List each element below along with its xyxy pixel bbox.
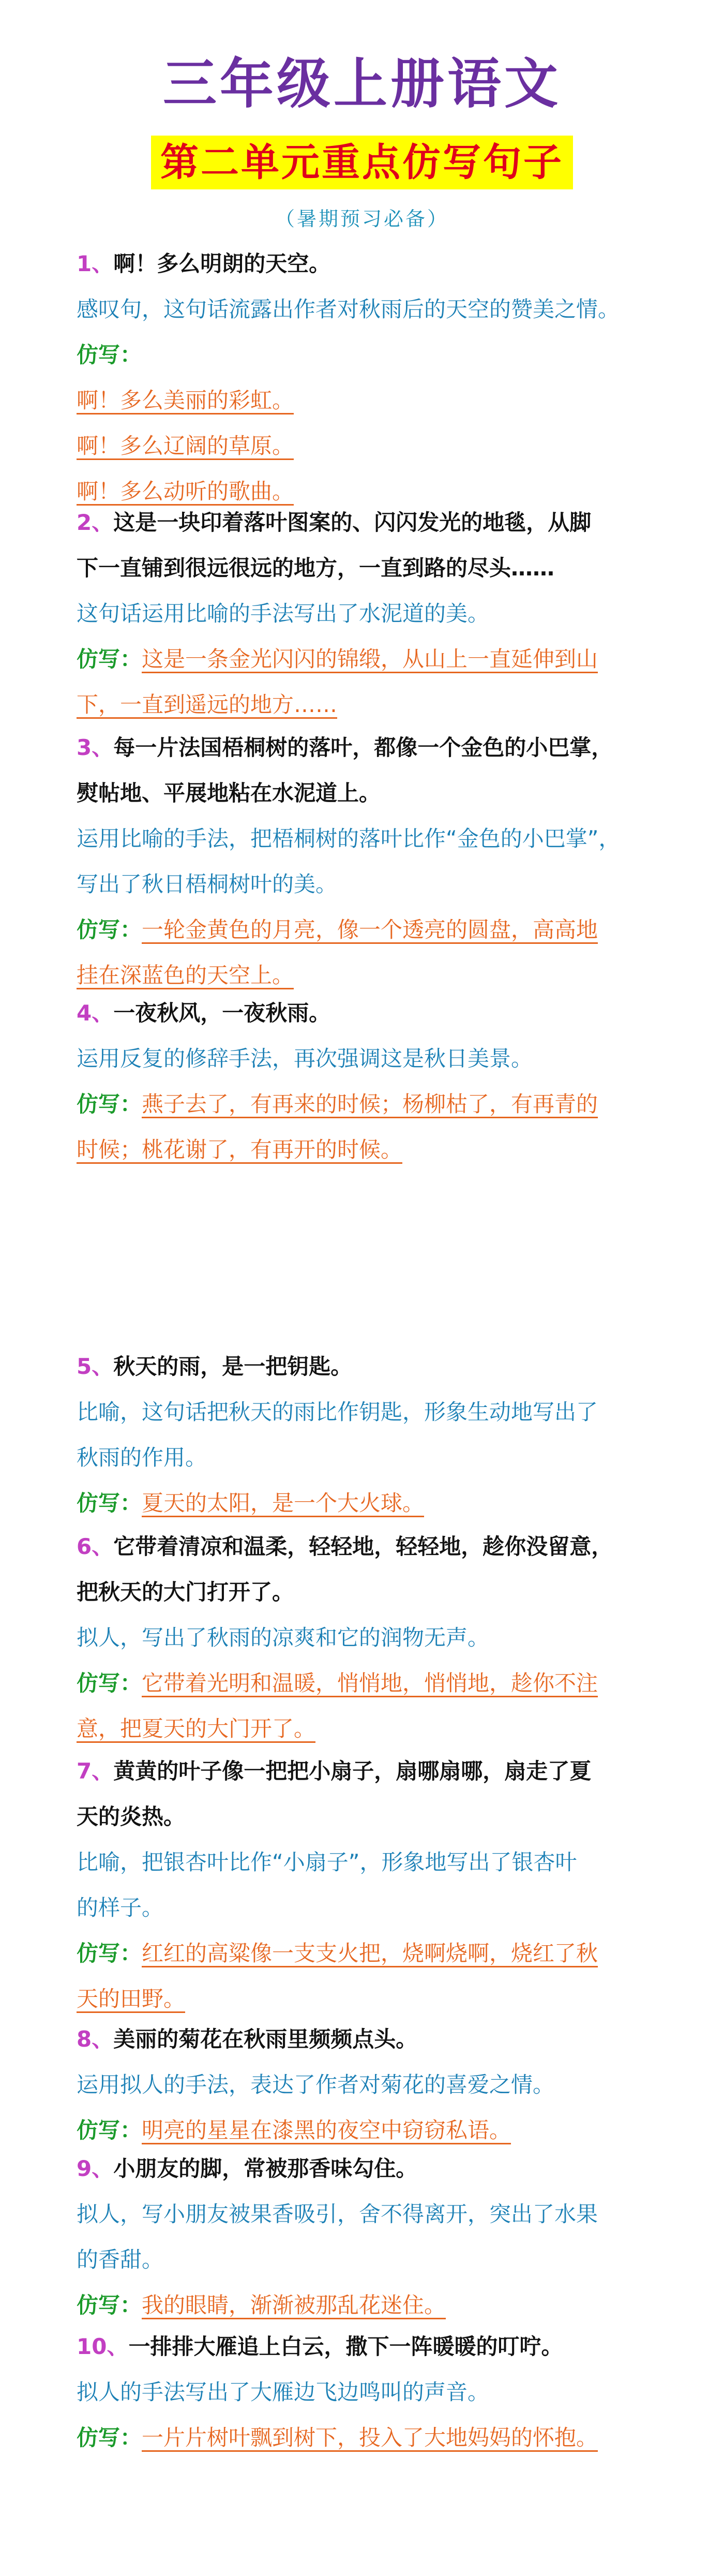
item-number: 3、 [77,735,114,760]
model-sentence-line [77,1749,656,1794]
model-sentence-text: 黄黄的叶子像一把把小扇子，扇哪扇哪，扇走了夏 [113,1758,592,1784]
analysis-line: 比喻，把银杏叶比作“小扇子”，形象地写出了银杏叶 [77,1849,577,1875]
imitation-line [77,636,656,682]
imitation-text: 下，一直到遥远的地方…… [77,692,338,717]
model-sentence-text: 下一直铺到很远很远的地方，一直到路的尽头…… [77,555,555,581]
sentence-item [77,241,656,514]
imitation-line [77,907,656,953]
imitation-line [77,1976,656,2022]
model-sentence-line [77,725,656,771]
model-sentence-text: 啊！多么明朗的天空。 [113,251,331,276]
analysis-line: 这句话运用比喻的手法写出了水泥道的美。 [77,601,490,626]
analysis-line: 比喻，这句话把秋天的雨比作钥匙，形象生动地写出了 [77,1399,598,1425]
imitation-label: 仿写： [77,917,142,942]
imitation-label: 仿写： [77,646,142,672]
model-sentence-text: 秋天的雨，是一把钥匙。 [113,1354,353,1379]
model-sentence-text: 美丽的菊花在秋雨里频频点头。 [113,2026,418,2052]
item-number: 4、 [77,1000,114,1026]
item-number: 7、 [77,1758,114,1784]
imitation-text: 红红的高粱像一支支火把，烧啊烧啊，烧红了秋 [142,1941,598,1966]
imitation-line [77,2283,656,2328]
model-sentence-text: 天的炎热。 [77,1804,186,1829]
imitation-line [77,1481,656,1526]
model-sentence-line [77,500,656,545]
model-sentence-line [77,2146,656,2192]
imitation-label: 仿写： [77,1941,142,1966]
imitation-line [77,1661,656,1706]
imitation-text: 时候；桃花谢了，有再开的时候。 [77,1137,403,1162]
imitation-line [77,378,656,423]
analysis-line: 运用拟人的手法，表达了作者对菊花的喜爱之情。 [77,2072,555,2097]
model-sentence-text: 熨帖地、平展地粘在水泥道上。 [77,780,381,806]
model-sentence-line [77,545,656,591]
analysis-line: 秋雨的作用。 [77,1445,207,1470]
sentence-item [77,725,656,998]
model-sentence-text: 它带着清凉和温柔，轻轻地，轻轻地，趁你没留意， [113,1534,613,1559]
imitation-text: 夏天的太阳，是一个大火球。 [142,1490,425,1516]
imitation-line [77,682,656,728]
sentence-item [77,1344,656,1526]
sentence-item [77,500,656,728]
imitation-text: 一轮金黄色的月亮，像一个透亮的圆盘，高高地 [142,917,598,942]
imitation-label: 仿写： [77,342,142,367]
imitation-text: 天的田野。 [77,1986,186,2011]
imitation-label: 仿写： [77,1490,142,1516]
imitation-text: 这是一条金光闪闪的锦缎，从山上一直延伸到山 [142,646,598,672]
sentence-item [77,2017,656,2153]
item-number: 5、 [77,1354,114,1379]
model-sentence-line [77,1570,656,1615]
page-title: 三年级上册语文 [162,52,561,115]
sentence-item [77,2324,656,2461]
model-sentence-line [77,1524,656,1570]
imitation-line [77,1082,656,1127]
model-sentence-line [77,241,656,287]
model-sentence-text: 小朋友的脚，常被那香味勾住。 [113,2156,418,2181]
model-sentence-text: 这是一块印着落叶图案的、闪闪发光的地毯，从脚 [113,510,592,535]
preview-note: （暑期预习必备） [275,208,449,230]
imitation-text: 一片片树叶飘到树下，投入了大地妈妈的怀抱。 [142,2425,598,2450]
imitation-line [77,2415,656,2461]
imitation-label: 仿写： [77,1670,142,1696]
model-sentence-text: 一夜秋风，一夜秋雨。 [113,1000,331,1026]
model-sentence-line [77,990,656,1036]
imitation-line [77,1706,656,1752]
item-number: 9、 [77,2156,114,2181]
analysis-line: 拟人，写出了秋雨的凉爽和它的润物无声。 [77,1625,490,1650]
imitation-text: 明亮的星星在漆黑的夜空中窃窃私语。 [142,2118,511,2143]
model-sentence-line [77,1794,656,1840]
page-subtitle: 第二单元重点仿写句子 [151,136,573,189]
analysis-line: 的香甜。 [77,2247,164,2272]
sentence-item [77,1524,656,1752]
analysis-line: 写出了秋日梧桐树叶的美。 [77,871,338,897]
imitation-text: 挂在深蓝色的天空上。 [77,963,294,988]
sentence-item [77,2146,656,2328]
model-sentence-line [77,2324,656,2370]
item-number: 10、 [77,2334,129,2359]
analysis-line: 拟人的手法写出了大雁边飞边鸣叫的声音。 [77,2379,490,2405]
analysis-line: 拟人，写小朋友被果香吸引，舍不得离开，突出了水果 [77,2201,598,2227]
imitation-text: 啊！多么辽阔的草原。 [77,433,294,458]
subtitle-wrapper [0,136,724,189]
model-sentence-text: 每一片法国梧桐树的落叶，都像一个金色的小巴掌， [113,735,613,760]
item-number: 2、 [77,510,114,535]
imitation-text: 啊！多么动听的歌曲。 [77,479,294,504]
imitation-line [77,1127,656,1173]
imitation-text: 啊！多么美丽的彩虹。 [77,388,294,413]
imitation-text: 意，把夏天的大门开了。 [77,1716,316,1741]
sentence-item [77,990,656,1173]
item-number: 1、 [77,251,114,276]
imitation-text: 我的眼睛，渐渐被那乱花迷住。 [142,2292,446,2318]
item-number: 6、 [77,1534,114,1559]
imitation-label: 仿写： [77,2118,142,2143]
imitation-label: 仿写： [77,2292,142,2318]
model-sentence-line [77,771,656,816]
model-sentence-line [77,1344,656,1389]
sentence-item [77,1749,656,2022]
imitation-line [77,1931,656,1976]
item-number: 8、 [77,2026,114,2052]
imitation-line [77,423,656,469]
analysis-line: 的样子。 [77,1895,164,1920]
analysis-line: 运用比喻的手法，把梧桐树的落叶比作“金色的小巴掌”， [77,826,621,851]
model-sentence-text: 一排排大雁追上白云，撒下一阵暖暖的叮咛。 [128,2334,563,2359]
analysis-line: 运用反复的修辞手法，再次强调这是秋日美景。 [77,1046,533,1071]
model-sentence-line [77,2017,656,2062]
imitation-text: 它带着光明和温暖，悄悄地，悄悄地，趁你不注 [142,1670,598,1696]
imitation-label: 仿写： [77,2425,142,2450]
analysis-line: 感叹句，这句话流露出作者对秋雨后的天空的赞美之情。 [77,297,620,322]
imitation-text: 燕子去了，有再来的时候；杨柳枯了，有再青的 [142,1091,598,1117]
imitation-label: 仿写： [77,1091,142,1117]
model-sentence-text: 把秋天的大门打开了。 [77,1579,294,1605]
